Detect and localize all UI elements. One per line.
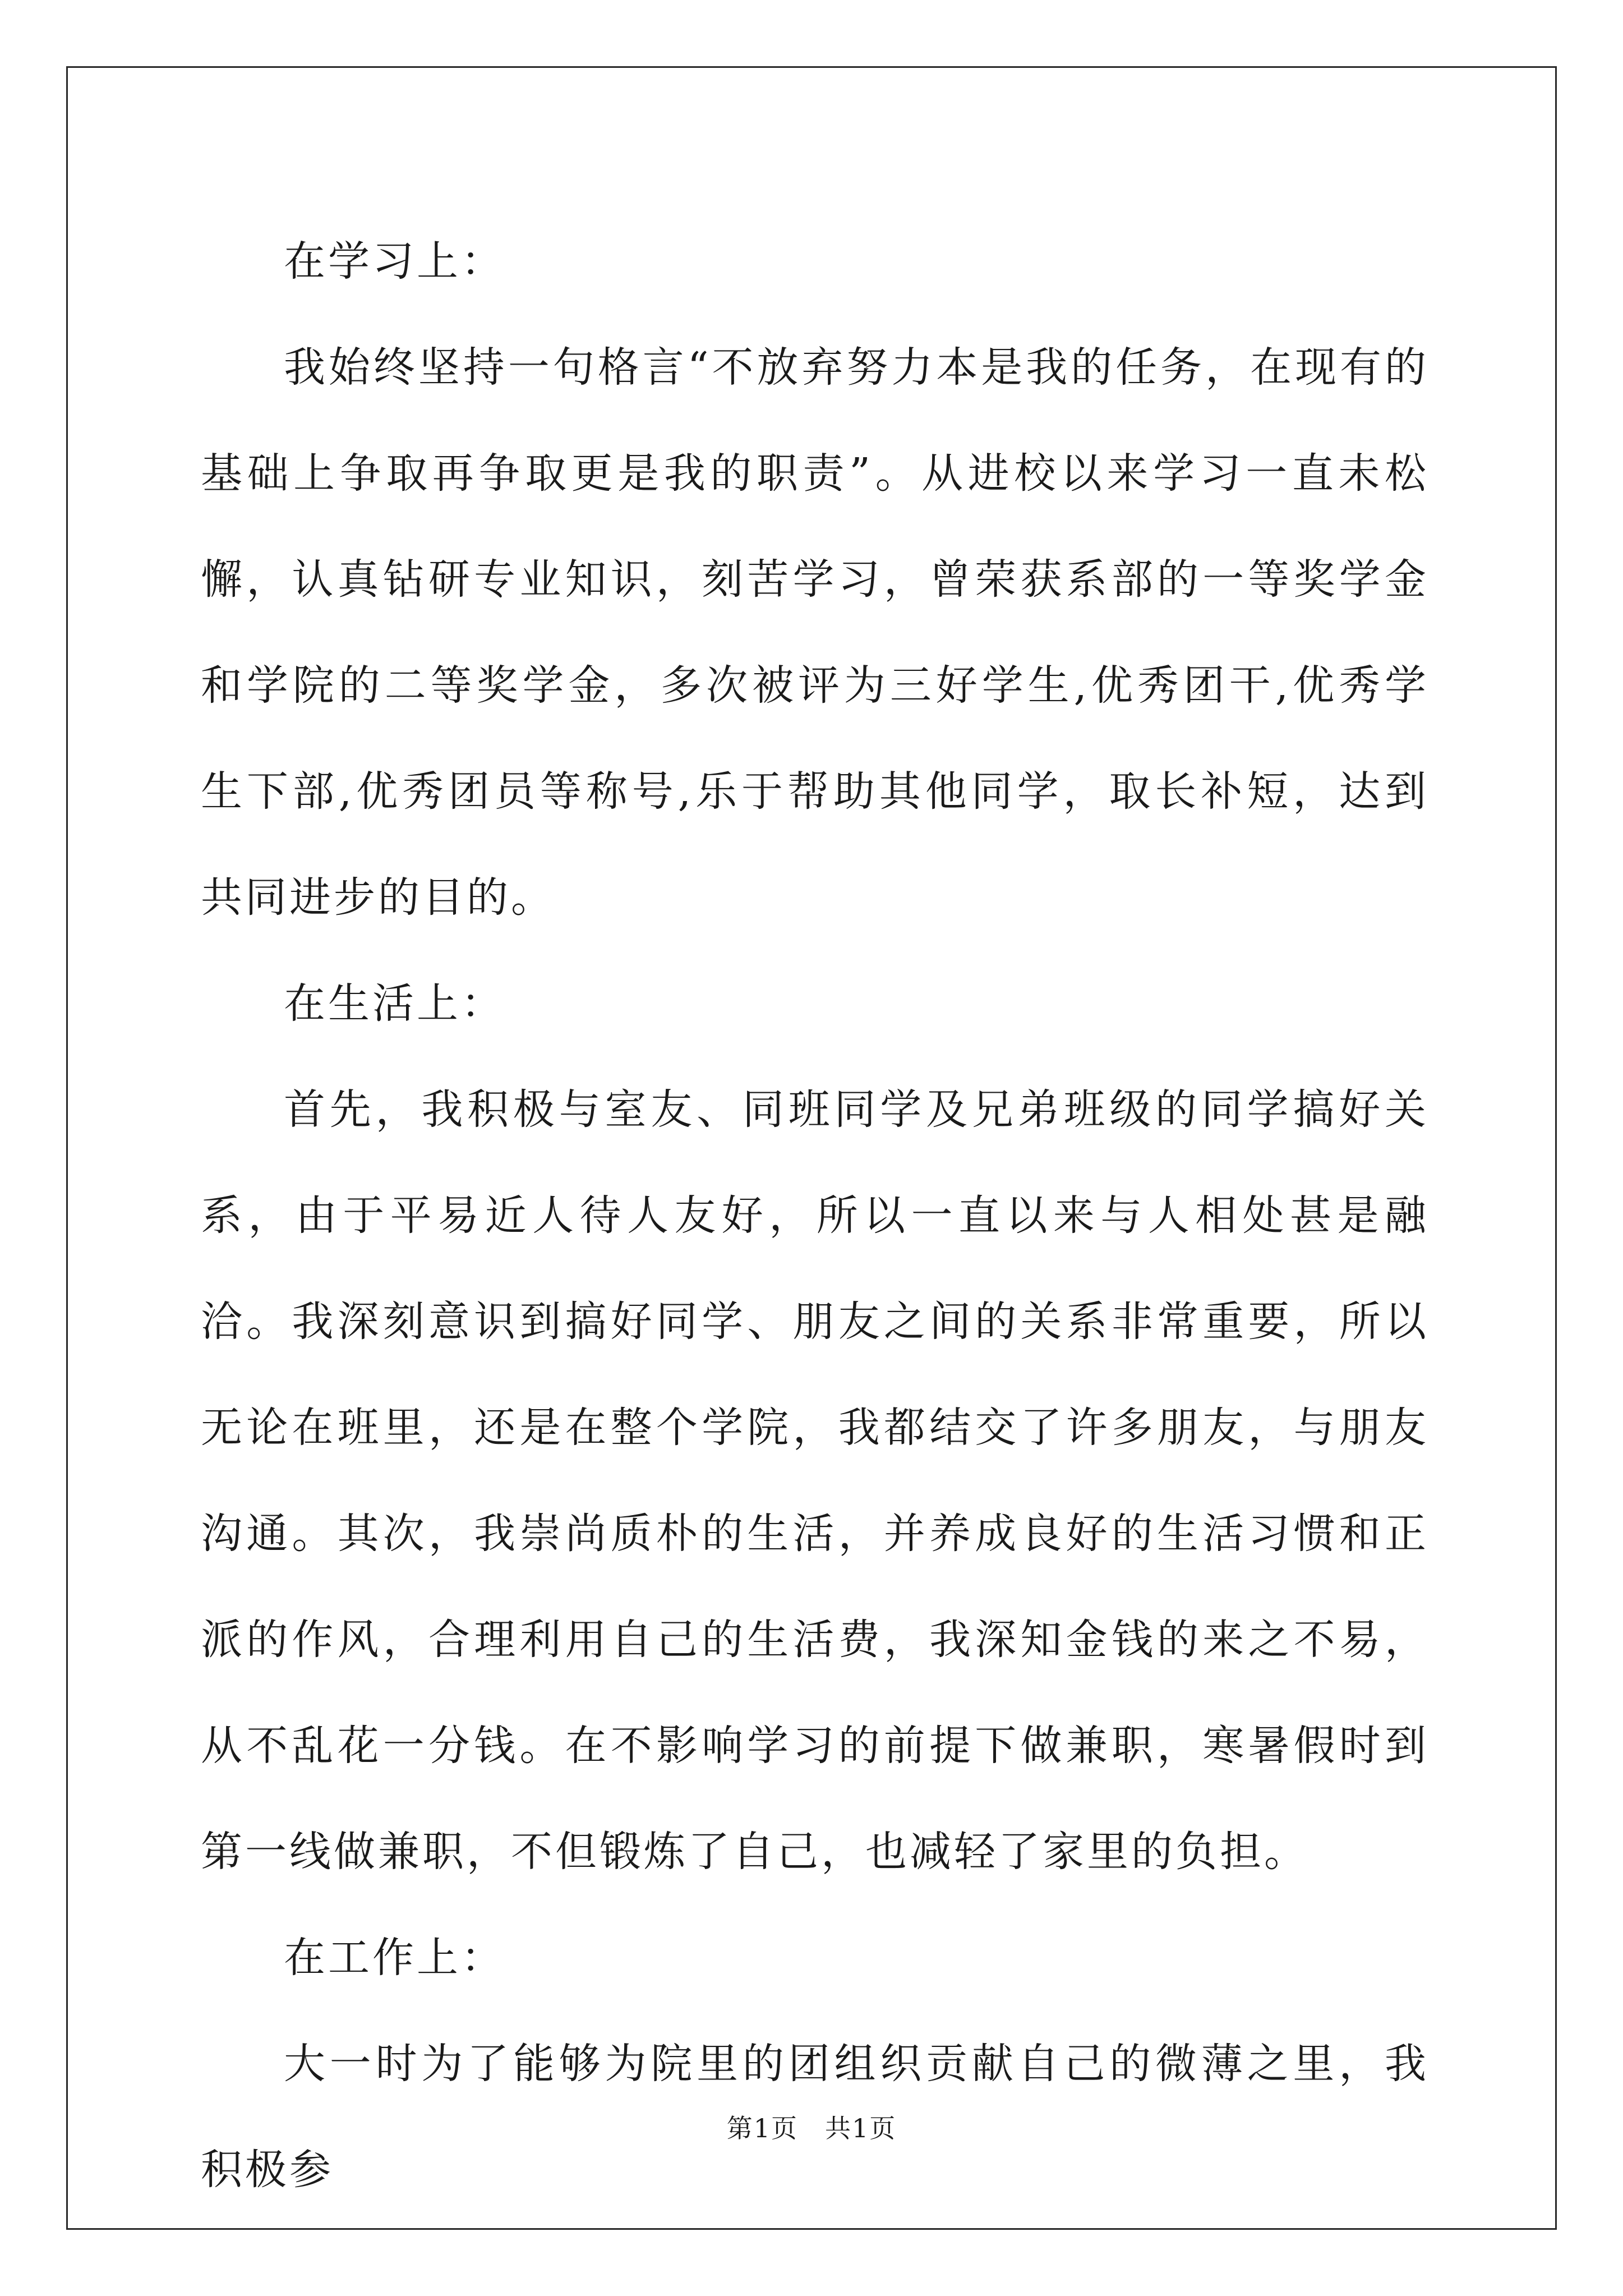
section-body-life: 首先，我积极与室友、同班同学及兄弟班级的同学搞好关系，由于平易近人待人友好，所以一直以来与人相处甚是融洽。我深刻意识到搞好同学、朋友之间的关系非常重要，所以无论在班里，还是在整个学院，我都结交了许多朋友，与朋友沟通。其次，我崇尚质朴的生活，并养成良好的生活习惯和正派的作风，合理利用自己的生活费，我深知金钱的来之不易，从不乱花一分钱。在不影响学习的前提下做兼职，寒暑假时到第一线做兼职，不但锻炼了自己，也减轻了家里的负担。 [201, 1085, 1429, 1876]
section-heading-work: 在工作上： [284, 1934, 505, 1982]
section-heading-study: 在学习上： [284, 237, 505, 286]
document-body [201, 209, 1429, 2223]
section-heading-life: 在生活上： [284, 979, 505, 1028]
section-body-study: 我始终坚持一句格言“不放弃努力本是我的任务，在现有的基础上争取再争取更是我的职责”。从进校以来学习一直未松懈，认真钻研专业知识，刻苦学习，曾荣获系部的一等奖学金和学院的二等奖学金，多次被评为三好学生,优秀团干,优秀学生下部,优秀团员等称号,乐于帮助其他同学，取长补短，达到共同进步的目的。 [201, 343, 1429, 922]
section-body-work: 大一时为了能够为院里的团组织贡献自己的微薄之里，我积极参 [201, 2040, 1429, 2194]
page-footer: 第1页 共1页 [726, 2113, 897, 2143]
